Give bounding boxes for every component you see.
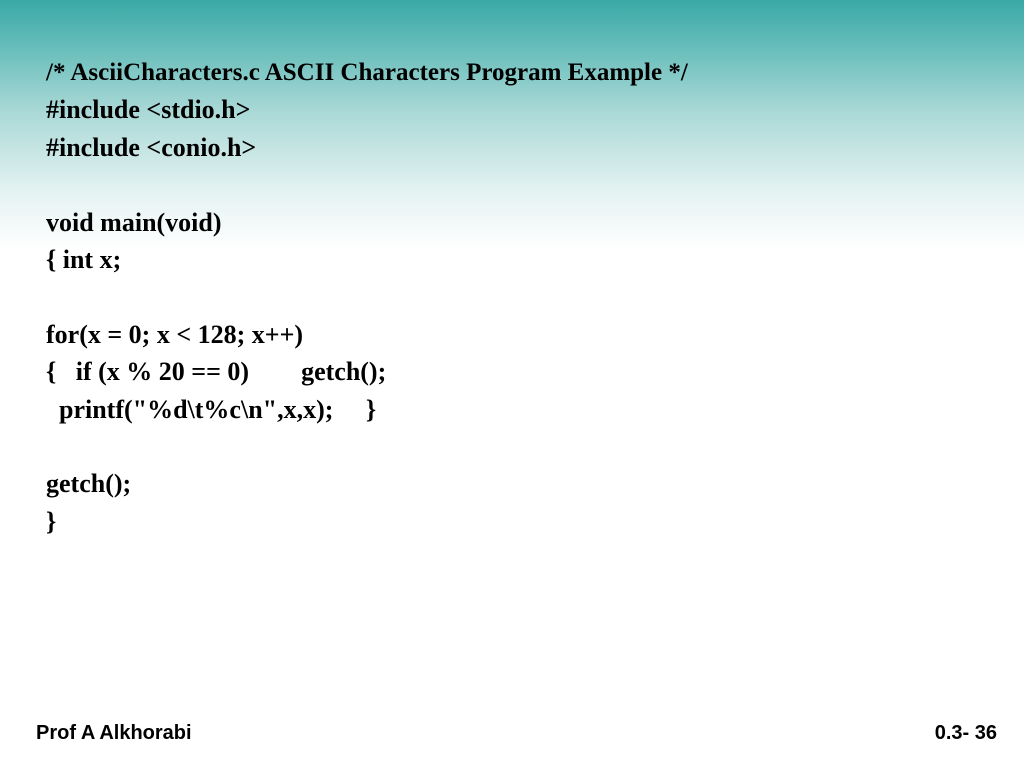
code-line-for-loop: for(x = 0; x < 128; x++) (46, 319, 304, 349)
footer-slide-number: 0.3- 36 (934, 722, 997, 744)
code-block (46, 54, 986, 540)
code-line-printf: printf("%d\t%c\n",x,x); } (46, 394, 377, 424)
code-line-getch: getch(); (46, 469, 132, 499)
slide-footer (0, 718, 1024, 750)
code-line-closing-brace: } (46, 506, 57, 536)
code-line-declaration: { int x; (46, 244, 122, 274)
code-line-blank (46, 428, 986, 465)
code-line-main-signature: void main(void) (46, 207, 222, 237)
code-line-blank (46, 278, 986, 315)
code-line-blank (46, 166, 986, 203)
code-line-comment: /* AsciiCharacters.c ASCII Characters Program Example */ (46, 59, 688, 86)
code-line-include-stdio: #include <stdio.h> (46, 95, 251, 125)
code-line-include-conio: #include <conio.h> (46, 132, 257, 162)
code-line-if-getch: { if (x % 20 == 0) getch(); (46, 357, 387, 387)
footer-author: Prof A Alkhorabi (36, 722, 192, 744)
